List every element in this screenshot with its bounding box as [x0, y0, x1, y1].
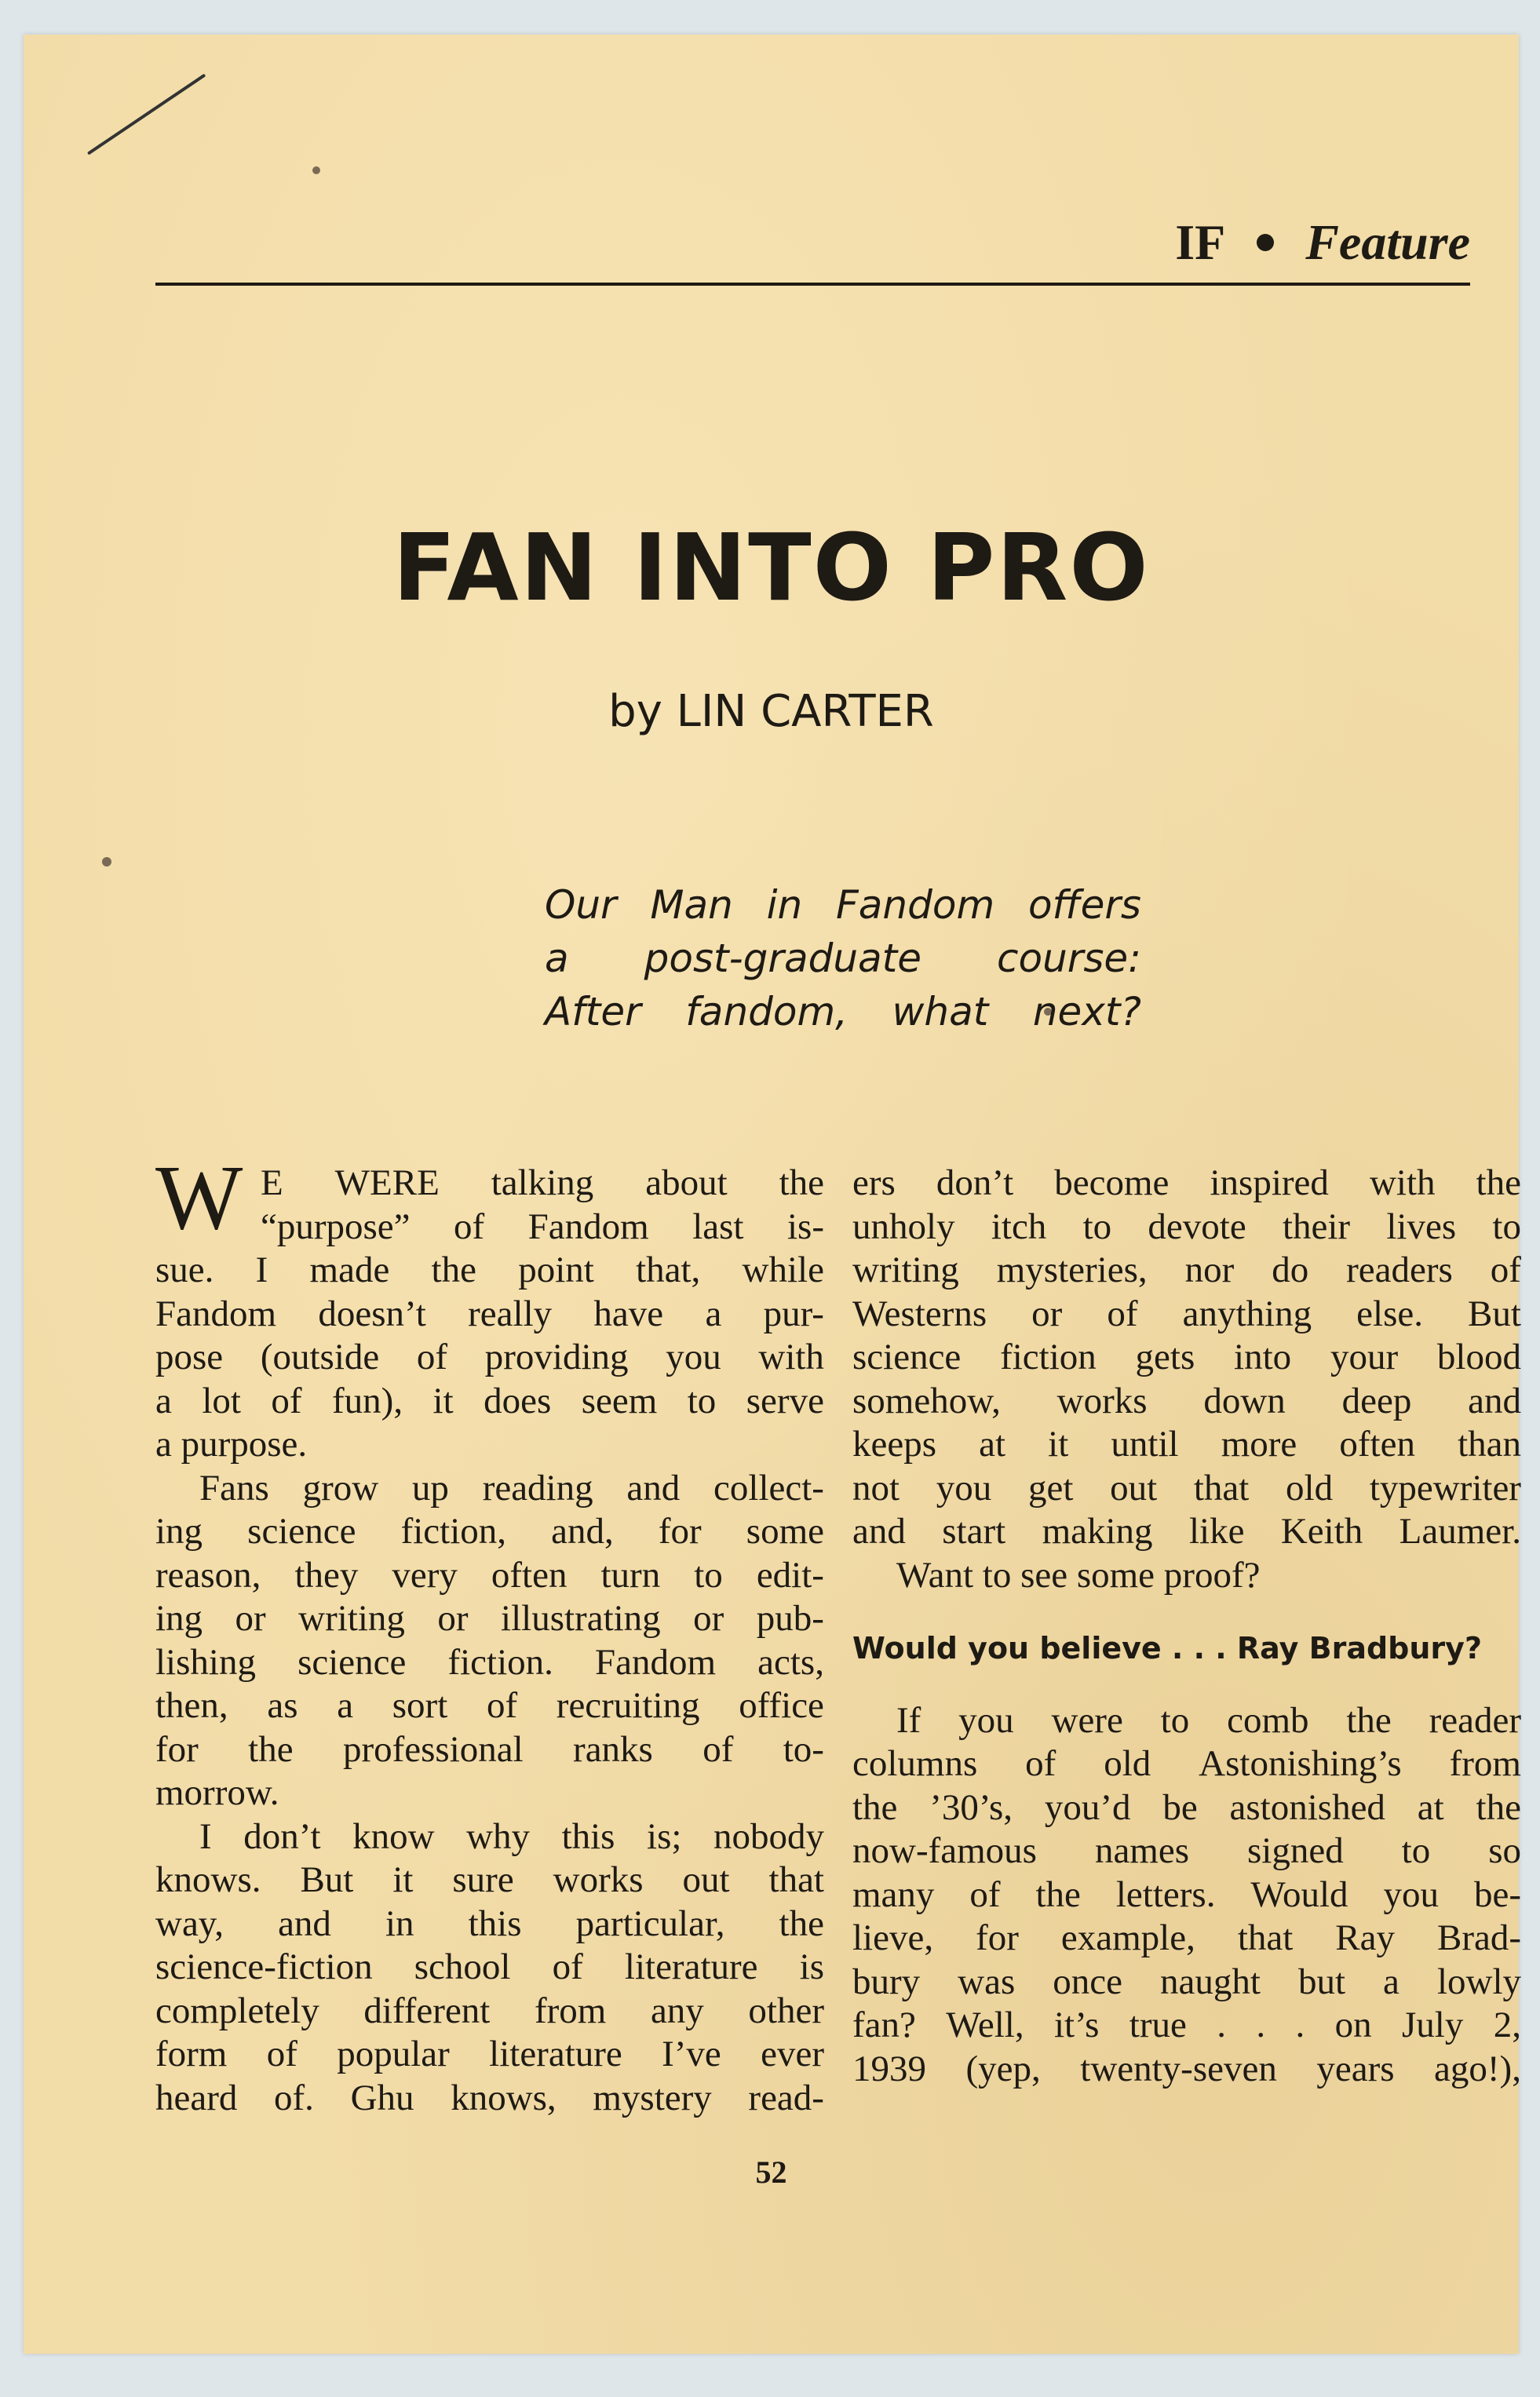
text-line: I don’t know why this is; nobody — [199, 1815, 824, 1857]
blurb-line: a post-graduate course: — [545, 936, 1141, 981]
magazine-page — [24, 35, 1519, 2354]
drop-cap: W — [155, 1146, 243, 1249]
text-line: ing science fiction, and, for some — [155, 1511, 824, 1552]
text-line: a purpose. — [155, 1424, 308, 1465]
text-line: reason, they very often turn to edit- — [155, 1554, 824, 1596]
text-line: sue. I made the point that, while — [155, 1250, 824, 1290]
text-line: completely different from any other — [155, 1990, 824, 2031]
magazine-name: IF — [1175, 214, 1226, 270]
text-line: bury was once naught but a lowly — [852, 1961, 1521, 2002]
text-line: ers don’t become inspired with the — [852, 1162, 1521, 1203]
text-line: Fans grow up reading and collect- — [199, 1467, 824, 1509]
text-line: science fiction gets into your blood — [852, 1337, 1521, 1377]
text-line: not you get out that old typewriter — [852, 1467, 1521, 1509]
page-number: 52 — [755, 2154, 787, 2190]
text-line: 1939 (yep, twenty-seven years ago!), — [852, 2048, 1521, 2089]
running-header — [1175, 213, 1470, 272]
header-rule — [155, 283, 1470, 286]
text-line: heard of. Ghu knows, mystery read- — [155, 2077, 824, 2118]
text-line: lieve, for example, that Ray Brad- — [852, 1917, 1521, 1958]
text-line: ing or writing or illustrating or pub- — [155, 1598, 824, 1639]
article-title: FAN INTO PRO — [392, 513, 1150, 622]
text-line: columns of old Astonishing’s from — [852, 1743, 1521, 1784]
text-line: “purpose” of Fandom last is- — [261, 1206, 824, 1247]
blurb-line: After fandom, what next? — [545, 989, 1141, 1034]
text-line: for the professional ranks of to- — [155, 1728, 824, 1770]
article-blurb — [545, 878, 1141, 1038]
text-line: Westerns or of anything else. But — [852, 1293, 1521, 1334]
text-line: many of the letters. Would you be- — [852, 1873, 1521, 1915]
text-line: somehow, works down deep and — [852, 1380, 1521, 1421]
text-line: lishing science fiction. Fandom acts, — [155, 1641, 824, 1683]
text-line: science-fiction school of literature is — [155, 1946, 824, 1987]
text-line: knows. But it sure works out that — [155, 1859, 824, 1900]
text-line: pose (outside of providing you with — [155, 1337, 824, 1377]
text-line: now-famous names signed to so — [852, 1830, 1521, 1871]
text-line: morrow. — [155, 1772, 279, 1813]
text-line: fan? Well, it’s true . . . on July 2, — [852, 2005, 1521, 2045]
text-line: form of popular literature I’ve ever — [155, 2034, 824, 2074]
text-line: a lot of fun), it does seem to serve — [155, 1380, 824, 1421]
section-subheading: Would you believe . . . Ray Bradbury? — [852, 1631, 1482, 1665]
bullet-icon — [1257, 234, 1274, 251]
text-line: and start making like Keith Laumer. — [852, 1511, 1521, 1552]
blurb-line: Our Man in Fandom offers — [545, 882, 1141, 928]
text-line: keeps at it until more often than — [852, 1424, 1521, 1465]
section-label: Feature — [1305, 214, 1470, 270]
text-line: then, as a sort of recruiting office — [155, 1685, 824, 1726]
ink-speck — [102, 857, 111, 866]
text-line: Want to see some proof? — [896, 1554, 1261, 1596]
text-line-content: E WERE talking about the — [261, 1162, 824, 1203]
column-left — [155, 1146, 824, 2120]
text-line: unholy itch to devote their lives to — [852, 1206, 1521, 1247]
text-line: the ’30’s, you’d be astonished at the — [852, 1786, 1521, 1828]
column-right — [852, 1162, 1521, 2091]
ink-speck — [312, 166, 320, 174]
text-line: writing mysteries, nor do readers of — [852, 1250, 1521, 1290]
text-line: Fandom doesn’t really have a pur- — [155, 1293, 824, 1334]
text-line: If you were to comb the reader — [896, 1699, 1521, 1741]
article-byline: by LIN CARTER — [608, 686, 934, 737]
text-line: way, and in this particular, the — [155, 1903, 824, 1944]
pencil-mark — [87, 74, 206, 155]
